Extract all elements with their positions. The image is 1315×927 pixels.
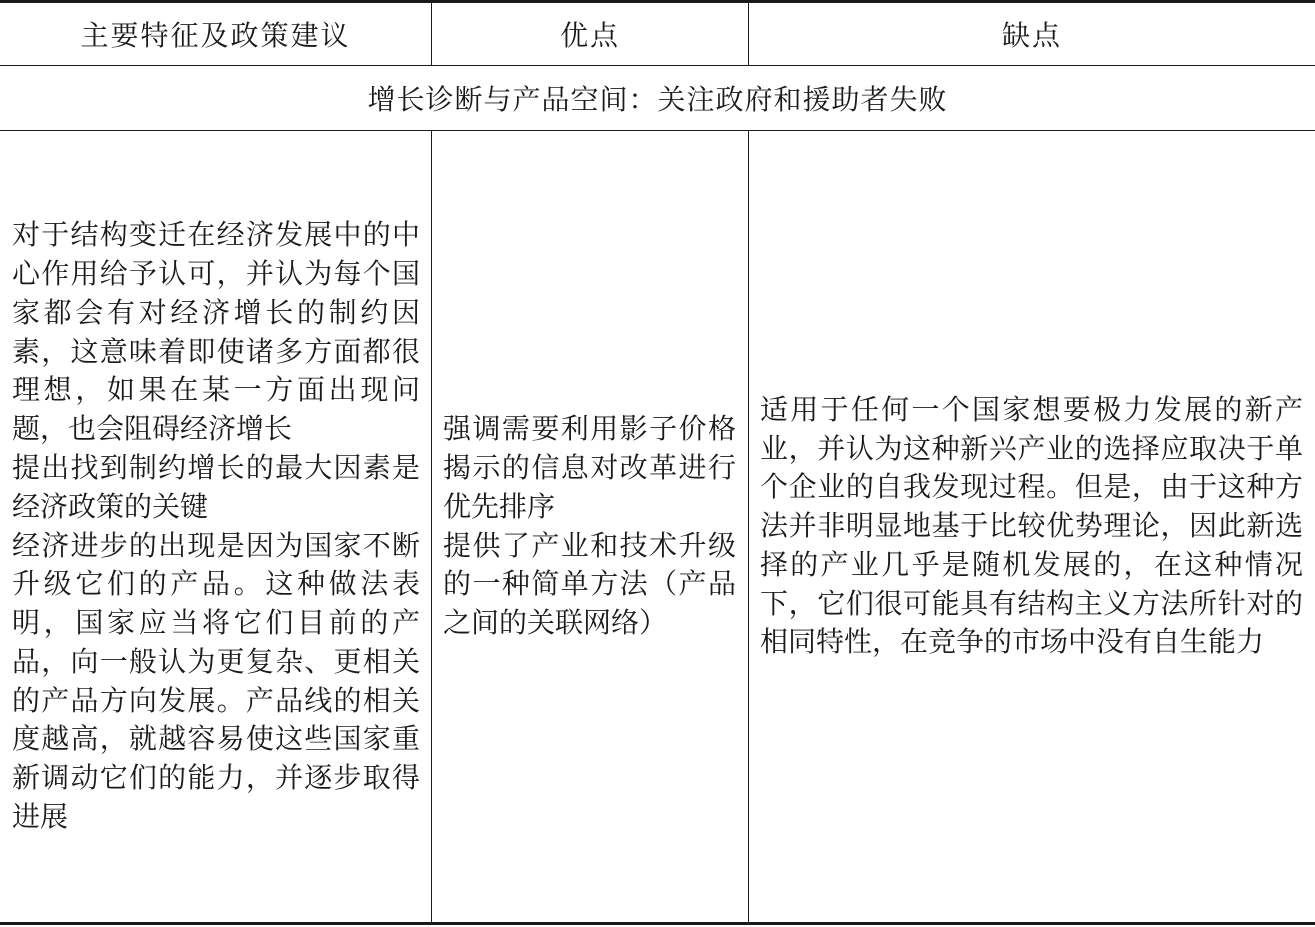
features-cell	[12, 131, 420, 922]
section-title: 增长诊断与产品空间：关注政府和援助者失败	[367, 83, 948, 116]
header-disadvantages: 缺点	[1001, 19, 1062, 52]
features-text	[12, 216, 420, 837]
header-features: 主要特征及政策建议	[80, 19, 351, 52]
column-divider	[431, 131, 432, 922]
feature-paragraph: 对于结构变迁在经济发展中的中心作用给予认可，并认为每个国家都会有对经济增长的制约因素，这意味着即使诸多方面都很理想，如果在某一方面出现问题，也会阻碍经济增长	[12, 218, 420, 446]
advantage-paragraph: 提供了产业和技术升级的一种简单方法（产品之间的关联网络）	[443, 528, 736, 640]
disadvantage-paragraph: 适用于任何一个国家想要极力发展的新产业，并认为这种新兴产业的选择应取决于单个企业的自我发现过程。但是，由于这种方法并非明显地基于比较优势理论，因此新选择的产业几乎是随机发展的，在这种情况下，它们很可能具有结构主义方法所针对的相同特性，在竞争的市场中没有自生能力	[760, 392, 1303, 659]
feature-paragraph: 经济进步的出现是因为国家不断升级它们的产品。这种做法表明，国家应当将它们目前的产品，向一般认为更复杂、更相关的产品方向发展。产品线的相关度越高，就越容易使这些国家重新调动它们的能力，并逐步取得进展	[12, 528, 420, 834]
header-advantages: 优点	[559, 19, 620, 52]
advantages-text	[443, 410, 736, 643]
column-divider	[431, 3, 432, 65]
disadvantages-cell	[760, 131, 1303, 922]
disadvantages-text	[760, 391, 1303, 663]
feature-paragraph: 提出找到制约增长的最大因素是经济政策的关键	[12, 450, 420, 523]
column-divider	[748, 3, 749, 65]
advantage-paragraph: 强调需要利用影子价格揭示的信息对改革进行优先排序	[443, 412, 736, 523]
bottom-rule	[0, 922, 1315, 925]
advantages-cell	[443, 131, 736, 922]
column-divider	[748, 131, 749, 922]
